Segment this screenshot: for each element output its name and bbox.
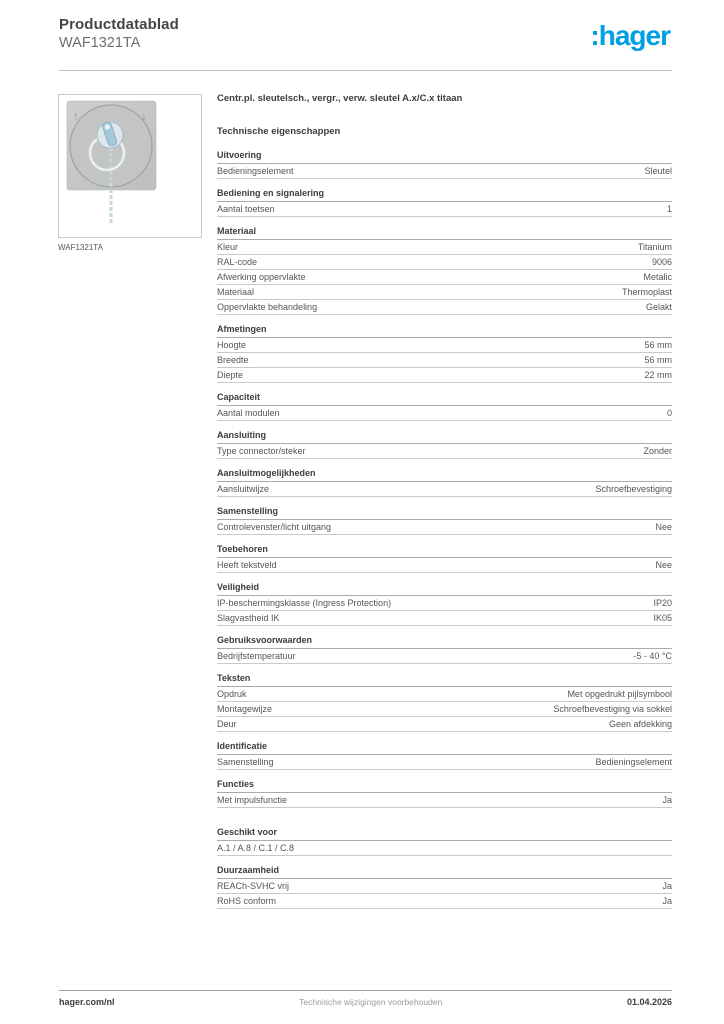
- spec-rows: [217, 558, 672, 573]
- spec-row: [217, 755, 672, 770]
- spec-label: Samenstelling: [217, 757, 274, 767]
- spec-label: Deur: [217, 719, 237, 729]
- spec-label: Montagewijze: [217, 704, 273, 714]
- footer-date: 01.04.2026: [626, 997, 672, 1007]
- spec-rows: [217, 649, 672, 664]
- footer-website-link[interactable]: hager.com/nl: [59, 997, 115, 1007]
- spec-label: A.1 / A.8 / C.1 / C.8: [217, 843, 295, 853]
- spec-section: [217, 826, 672, 856]
- spec-value: Sleutel: [644, 166, 672, 176]
- spec-value: 9006: [651, 257, 672, 267]
- spec-section: [217, 323, 672, 383]
- image-caption: WAF1321TA: [58, 243, 103, 252]
- spec-row: [217, 879, 672, 894]
- footer-divider: [59, 990, 672, 991]
- spec-value: Met opgedrukt pijlsymbool: [567, 689, 672, 699]
- main-content: [217, 93, 672, 909]
- spec-section-title: Capaciteit: [217, 391, 672, 406]
- spec-label: Materiaal: [217, 287, 255, 297]
- marking-up: ↑: [73, 109, 79, 123]
- spec-rows: [217, 841, 672, 856]
- header: [59, 16, 179, 51]
- spec-value: Schroefbevestiging via sokkel: [553, 704, 672, 714]
- spec-value: IK05: [653, 613, 672, 623]
- spec-section-title: Toebehoren: [217, 543, 672, 558]
- spec-row: [217, 202, 672, 217]
- spec-label: Diepte: [217, 370, 244, 380]
- spec-row: [217, 894, 672, 909]
- spec-section-title: Aansluiting: [217, 429, 672, 444]
- product-code: WAF1321TA: [59, 35, 141, 51]
- spec-label: Controlevenster/licht uitgang: [217, 522, 332, 532]
- spec-rows: [217, 755, 672, 770]
- spec-label: Breedte: [217, 355, 249, 365]
- spec-row: [217, 611, 672, 626]
- tech-properties-title: Technische eigenschappen: [217, 126, 341, 137]
- spec-row: [217, 558, 672, 573]
- spec-label: Aansluitwijze: [217, 484, 270, 494]
- spec-section: [217, 672, 672, 732]
- spec-label: REACh-SVHC vrij: [217, 881, 290, 891]
- spec-value: Bedieningselement: [595, 757, 672, 767]
- spec-label: Afwerking oppervlakte: [217, 272, 306, 282]
- spec-label: Bedieningselement: [217, 166, 294, 176]
- spec-section: [217, 634, 672, 664]
- spec-label: Hoogte: [217, 340, 247, 350]
- spec-section-title: Aansluitmogelijkheden: [217, 467, 672, 482]
- spec-value: 22 mm: [644, 370, 672, 380]
- spec-label: Aantal toetsen: [217, 204, 275, 214]
- spec-label: Heeft tekstveld: [217, 560, 277, 570]
- spec-rows: [217, 338, 672, 383]
- spec-label: Kleur: [217, 242, 239, 252]
- spec-row: [217, 255, 672, 270]
- spec-row: [217, 649, 672, 664]
- spec-row: [217, 300, 672, 315]
- spec-value: Metalic: [643, 272, 672, 282]
- spec-section: [217, 391, 672, 421]
- spec-section: [217, 505, 672, 535]
- spec-section-title: Functies: [217, 778, 672, 793]
- spec-rows: [217, 520, 672, 535]
- spec-value: Ja: [662, 795, 672, 805]
- spec-row: [217, 717, 672, 732]
- spec-value: 56 mm: [644, 340, 672, 350]
- spec-row: [217, 368, 672, 383]
- spec-rows: [217, 406, 672, 421]
- spec-section: [217, 225, 672, 315]
- spec-label: IP-beschermingsklasse (Ingress Protection): [217, 598, 392, 608]
- spec-value: 1: [666, 204, 672, 214]
- spec-row: [217, 841, 672, 856]
- spec-value: Geen afdekking: [608, 719, 672, 729]
- spec-value: Gelakt: [645, 302, 672, 312]
- spec-value: Thermoplast: [621, 287, 672, 297]
- spec-rows: [217, 444, 672, 459]
- spec-rows: [217, 240, 672, 315]
- spec-section-title: Bediening en signalering: [217, 187, 672, 202]
- spec-value: IP20: [653, 598, 672, 608]
- spec-section: [217, 778, 672, 808]
- header-divider: [59, 70, 672, 71]
- spec-row: [217, 687, 672, 702]
- spec-value: Schroefbevestiging: [595, 484, 672, 494]
- spec-section-title: Samenstelling: [217, 505, 672, 520]
- spec-rows: [217, 879, 672, 909]
- spec-section-title: Geschikt voor: [217, 826, 672, 841]
- spec-row: [217, 444, 672, 459]
- product-figure: [58, 94, 202, 252]
- spec-section: [217, 543, 672, 573]
- spec-section-title: Afmetingen: [217, 323, 672, 338]
- spec-rows: [217, 793, 672, 808]
- spec-value: Nee: [655, 560, 672, 570]
- spec-section: [217, 187, 672, 217]
- spec-section-title: Gebruiksvoorwaarden: [217, 634, 672, 649]
- spec-value: 56 mm: [644, 355, 672, 365]
- spec-value: Titanium: [637, 242, 672, 252]
- spec-row: [217, 240, 672, 255]
- spec-row: [217, 338, 672, 353]
- product-image: [58, 94, 202, 238]
- spec-section-title: Teksten: [217, 672, 672, 687]
- spec-row: [217, 164, 672, 179]
- footer: [59, 997, 672, 1007]
- spec-value: Ja: [662, 896, 672, 906]
- marking-down: ↓: [141, 109, 147, 123]
- spec-rows: [217, 596, 672, 626]
- spec-label: Type connector/steker: [217, 446, 306, 456]
- spec-row: [217, 406, 672, 421]
- spec-sections: [217, 149, 672, 909]
- spec-value: -5 - 40 °C: [633, 651, 672, 661]
- spec-row: [217, 482, 672, 497]
- spec-section-title: Duurzaamheid: [217, 864, 672, 879]
- spec-row: [217, 270, 672, 285]
- spec-label: Met impulsfunctie: [217, 795, 288, 805]
- spec-section: [217, 581, 672, 626]
- spec-value: Ja: [662, 881, 672, 891]
- spec-rows: [217, 202, 672, 217]
- spec-section: [217, 740, 672, 770]
- spec-section: [217, 149, 672, 179]
- spec-section: [217, 864, 672, 909]
- spec-rows: [217, 687, 672, 732]
- spec-row: [217, 285, 672, 300]
- spec-label: Bedrijfstemperatuur: [217, 651, 296, 661]
- spec-rows: [217, 164, 672, 179]
- spec-section-title: Identificatie: [217, 740, 672, 755]
- spec-value: 0: [666, 408, 672, 418]
- spec-label: Oppervlakte behandeling: [217, 302, 318, 312]
- footer-disclaimer: Technische wijzigingen voorbehouden: [299, 997, 443, 1007]
- spec-row: [217, 596, 672, 611]
- spec-section-title: Uitvoering: [217, 149, 672, 164]
- spec-row: [217, 353, 672, 368]
- spec-section: [217, 467, 672, 497]
- key-switch-illustration: [59, 95, 201, 237]
- spec-label: RoHS conform: [217, 896, 277, 906]
- spec-label: RAL-code: [217, 257, 258, 267]
- spec-rows: [217, 482, 672, 497]
- spec-section-title: Veiligheid: [217, 581, 672, 596]
- spec-row: [217, 793, 672, 808]
- spec-section-title: Materiaal: [217, 225, 672, 240]
- spec-value: Zonder: [643, 446, 672, 456]
- spec-row: [217, 520, 672, 535]
- spec-section: [217, 429, 672, 459]
- spec-row: [217, 702, 672, 717]
- page-title: Productdatablad: [59, 16, 179, 33]
- hager-logo: :hager: [590, 20, 670, 51]
- spec-label: Slagvastheid IK: [217, 613, 280, 623]
- spec-label: Aantal modulen: [217, 408, 280, 418]
- product-title: Centr.pl. sleutelsch., vergr., verw. sleutel A.x/C.x titaan: [217, 93, 463, 104]
- spec-label: Opdruk: [217, 689, 247, 699]
- spec-value: Nee: [655, 522, 672, 532]
